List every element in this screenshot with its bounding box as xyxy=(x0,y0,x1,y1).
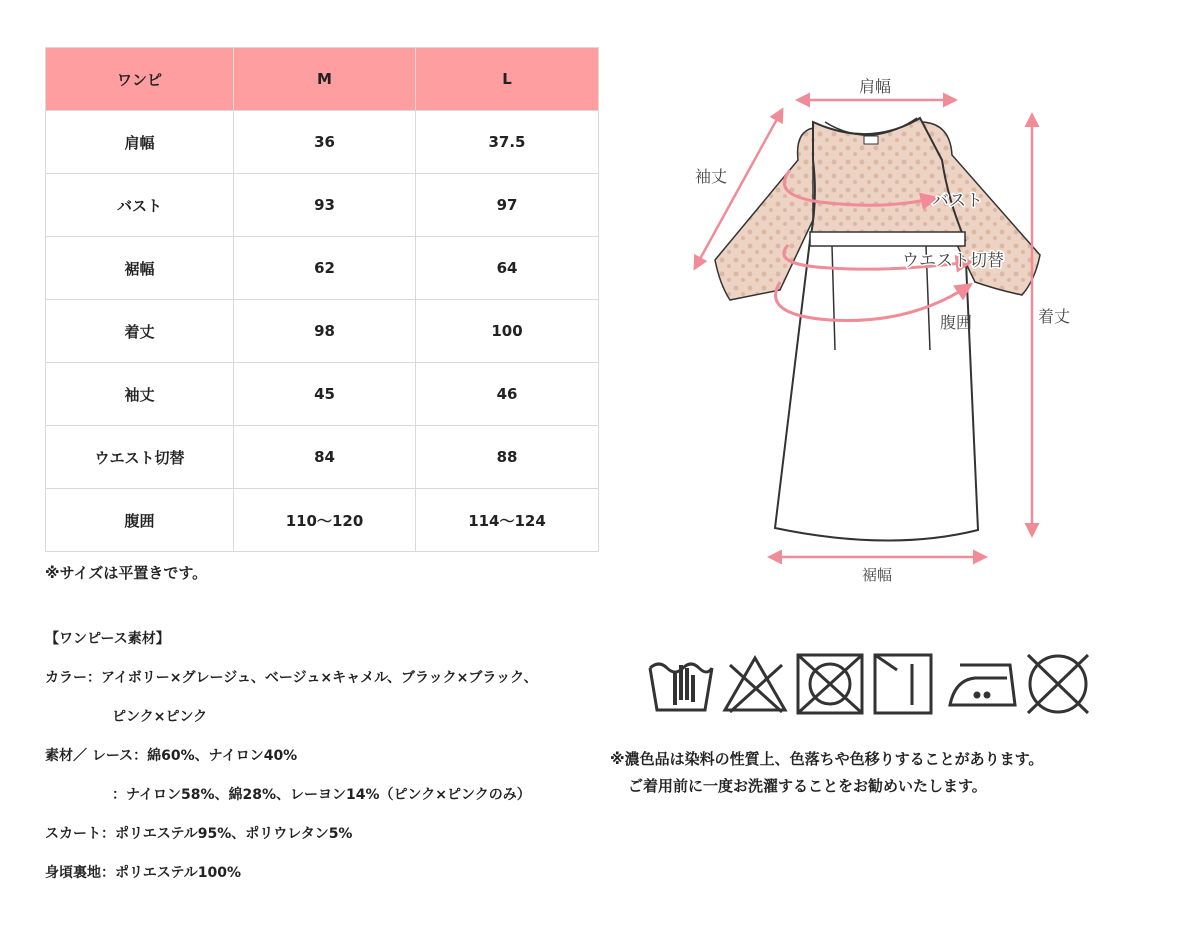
label-length: 着丈 xyxy=(1038,307,1071,326)
skirt-shape xyxy=(775,240,978,541)
table-row xyxy=(46,174,599,237)
label-bust: バスト xyxy=(932,191,983,211)
cell-m: 36 xyxy=(234,111,416,174)
cell-l: 114〜124 xyxy=(416,489,599,552)
no-dry-clean-icon xyxy=(1028,655,1088,713)
cell-m: 45 xyxy=(234,363,416,426)
care-note-line: ご着用前に一度お洗濯することをお勧めいたします。 xyxy=(628,777,987,795)
size-note: ※サイズは平置きです。 xyxy=(45,564,208,582)
left-sleeve xyxy=(715,128,813,300)
table-row xyxy=(46,426,599,489)
no-tumble-dry-icon xyxy=(798,655,862,713)
table-row xyxy=(46,363,599,426)
header-size-l: L xyxy=(416,48,599,111)
care-note-line: ※濃色品は染料の性質上、色落ちや色移りすることがあります。 xyxy=(610,750,1044,768)
cell-m: 93 xyxy=(234,174,416,237)
no-bleach-icon xyxy=(725,658,785,712)
material-line: スカート：ポリエステル95%、ポリウレタン5% xyxy=(45,826,353,842)
drip-dry-icon xyxy=(875,655,931,713)
cell-l: 37.5 xyxy=(416,111,599,174)
label-shoulder: 肩幅 xyxy=(858,77,892,96)
material-title: 【ワンピース素材】 xyxy=(45,631,170,647)
table-header-row xyxy=(46,48,599,111)
row-label: 肩幅 xyxy=(46,111,234,174)
dress-diagram xyxy=(620,60,1100,600)
table-row xyxy=(46,300,599,363)
care-symbols xyxy=(645,650,1095,720)
cell-m: 84 xyxy=(234,426,416,489)
cell-m: 98 xyxy=(234,300,416,363)
cell-l: 46 xyxy=(416,363,599,426)
material-line: 素材／ レース：綿60%、ナイロン40% xyxy=(45,748,298,764)
table-row xyxy=(46,111,599,174)
label-abdomen: 腹囲 xyxy=(940,313,973,332)
iron-low-icon xyxy=(950,665,1015,705)
table-row xyxy=(46,489,599,552)
cell-l: 100 xyxy=(416,300,599,363)
material-line: 身頃裏地：ポリエステル100% xyxy=(45,865,241,881)
size-table xyxy=(45,47,599,552)
header-size-m: M xyxy=(234,48,416,111)
cell-l: 88 xyxy=(416,426,599,489)
row-label: 着丈 xyxy=(46,300,234,363)
cell-l: 97 xyxy=(416,174,599,237)
label-hem: 裾幅 xyxy=(861,566,893,584)
row-label: 裾幅 xyxy=(46,237,234,300)
material-line: カラー：アイボリー×グレージュ、ベージュ×キャメル、ブラック×ブラック、 xyxy=(45,670,538,686)
cell-l: 64 xyxy=(416,237,599,300)
material-line: ピンク×ピンク xyxy=(112,709,208,725)
label-waist: ウエスト切替 xyxy=(902,251,1004,271)
row-label: バスト xyxy=(46,174,234,237)
header-item: ワンピ xyxy=(46,48,234,111)
row-label: ウエスト切替 xyxy=(46,426,234,489)
label-sleeve: 袖丈 xyxy=(695,167,728,186)
hand-wash-icon xyxy=(650,664,712,710)
material-line: ：ナイロン58%、綿28%、レーヨン14%（ピンク×ピンクのみ） xyxy=(112,787,531,803)
waist-band xyxy=(810,232,965,246)
table-row xyxy=(46,237,599,300)
cell-m: 62 xyxy=(234,237,416,300)
cell-m: 110〜120 xyxy=(234,489,416,552)
row-label: 袖丈 xyxy=(46,363,234,426)
row-label: 腹囲 xyxy=(46,489,234,552)
